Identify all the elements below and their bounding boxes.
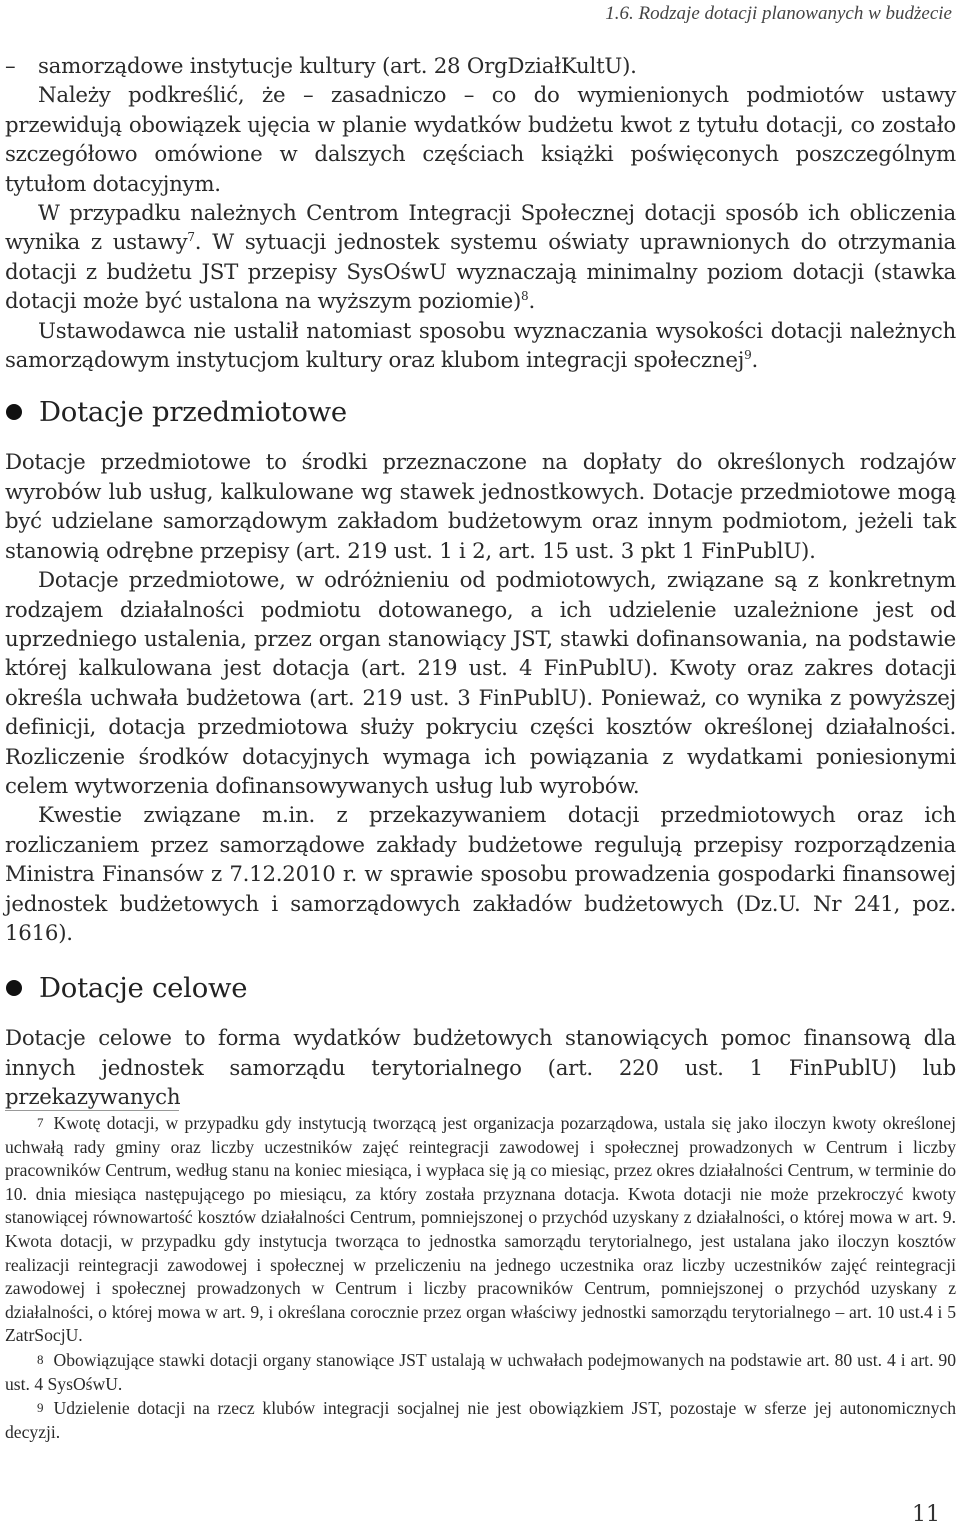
- paragraph-6: Kwestie związane m.in. z przekazywaniem dotacji przedmiotowych oraz ich rozliczaniem przez samorządowe zakłady budżetowe regulują przepisy rozporządzenia Ministra Finansów z 7.12.2010 r. w sprawie sposobu prowadzenia gospodarki finansowej jednostek budżetowych i samorządowych zakładów budżetowych (Dz.U. Nr 241, poz. 1616).: [5, 803, 956, 946]
- footnote-ref-7[interactable]: 7: [187, 230, 195, 245]
- paragraph-2-text-a: W przypadku należnych Centrom Integracji Społecznej dotacji sposób ich obliczenia wynika z ustawy: [5, 201, 956, 256]
- footnote: [5, 1348, 956, 1396]
- bullet-icon: [6, 404, 22, 420]
- section-heading-text: Dotacje celowe: [39, 972, 248, 1005]
- footnote: [5, 1396, 956, 1444]
- paragraph-3: [5, 317, 956, 376]
- paragraph-3-text-a: Ustawodawca nie ustalił natomiast sposobu wyznaczania wysokości dotacji należnych samorządowym instytucjom kultury oraz klubom integracji społecznej: [5, 318, 956, 374]
- bullet-icon: [6, 980, 22, 996]
- list-item-text: samorządowe instytucje kultury (art. 28 OrgDziałKultU).: [38, 54, 637, 79]
- footnotes: [5, 1111, 956, 1444]
- running-head: 1.6. Rodzaje dotacji planowanych w budżecie: [605, 3, 952, 24]
- paragraph-3-text-b: .: [751, 348, 758, 374]
- paragraph-7: Dotacje celowe to forma wydatków budżetowych stanowiących pomoc finansową dla innych jednostek samorządu terytorialnego (art. 220 ust. 1 FinPublU) lub przekazywanych: [5, 1026, 956, 1111]
- footnote-text: Udzielenie dotacji na rzecz klubów integracji socjalnej nie jest obowiązkiem JST, pozostaje w sferze jej autonomicznych decyzji.: [5, 1398, 956, 1442]
- section-heading-celowe: [5, 971, 956, 1005]
- footnote-number: 9: [37, 1400, 44, 1416]
- paragraph-2-text-b: . W sytuacji jednostek systemu oświaty uprawnionych do otrzymania dotacji z budżetu JST przepisy SysOśwU wyznaczają minimalny poziom dotacji (stawka dotacji może być ustalona na wyższym poziomie): [5, 230, 956, 315]
- dash-marker: –: [5, 54, 16, 79]
- paragraph-2-text-c: .: [528, 289, 535, 315]
- footnote-text: Kwotę dotacji, w przypadku gdy instytucją tworzącą jest organizacja pozarządowa, ustala się jako iloczyn kwoty określonej uchwałą rady gminy oraz liczby uczestników zajęć reintegracji zawodowej i społecznej prowadzonych w Centrum i liczby pracowników Centrum, według stanu na koniec miesiąca, i wypłaca się ją co miesiąc, przez okres działalności Centrum, w terminie do 10. dnia miesiąca następującego po miesiącu, za który została przyznana dotacja. Kwota dotacji nie może przekroczyć kwoty stanowiącej równowartość kosztów działalności Centrum, pomniejszonej o przychód uzyskany z działalności, o której mowa w art. 9. Kwota dotacji, w przypadku gdy instytucja tworząca to jednostka samorządu terytorialnego, jest ustalana jako iloczyn kosztów realizacji reintegracji zawodowej i społecznej w przeliczeniu na jednego uczestnika oraz liczby uczestników zajęć reintegracji zawodowej i społecznej prowadzonych w Centrum i liczby pracowników Centrum, pomniejszonej o przychód uzyskany z działalności, o której mowa w art. 9, i określana corocznie przez organ właściwy jednostki samorządu terytorialnego – art. 10 ust.4 i 5 ZatrSocjU.: [5, 1113, 956, 1346]
- page-number: 11: [912, 1502, 940, 1527]
- main-text: [5, 52, 956, 1113]
- paragraph-1: Należy podkreślić, że – zasadniczo – co do wymienionych podmiotów ustawy przewidują obowiązek ujęcia w planie wydatków budżetu kwot z tytułu dotacji, co zostało szczegółowo omówione w dalszych częściach książki poświęconych poszczególnym tytułom dotacyjnym.: [5, 83, 956, 197]
- footnote-ref-8[interactable]: 8: [521, 289, 529, 304]
- footnote-text: Obowiązujące stawki dotacji organy stanowiące JST ustalają w uchwałach podejmowanych na podstawie art. 80 ust. 4 i art. 90 ust. 4 SysOśwU.: [5, 1349, 956, 1394]
- footnote-ref-9[interactable]: 9: [744, 348, 752, 363]
- footnote-number: 8: [37, 1351, 44, 1367]
- list-item: [5, 52, 956, 81]
- footnote-number: 7: [37, 1115, 44, 1130]
- section-heading-text: Dotacje przedmiotowe: [39, 396, 347, 429]
- paragraph-2: [5, 199, 956, 317]
- footnote: [5, 1111, 956, 1348]
- paragraph-4: Dotacje przedmiotowe to środki przeznaczone na dopłaty do określonych rodzajów wyrobów lub usług, kalkulowane wg stawek jednostkowych. Dotacje przedmiotowe mogą być udzielane samorządowym zakładom budżetowym oraz innym podmiotom, jeżeli tak stanowią odrębne przepisy (art. 219 ust. 1 i 2, art. 15 ust. 3 pkt 1 FinPublU).: [5, 450, 956, 564]
- section-heading-przedmiotowe: [5, 395, 956, 429]
- paragraph-5: Dotacje przedmiotowe, w odróżnieniu od podmiotowych, związane są z konkretnym rodzajem działalności podmiotu dotowanego, a ich udzielenie uzależnione jest od uprzedniego ustalenia, przez organ stanowiący JST, stawki dofinansowania, na podstawie której kalkulowana jest dotacja (art. 219 ust. 4 FinPublU). Kwoty oraz zakres dotacji określa uchwała budżetowa (art. 219 ust. 3 FinPublU). Ponieważ, co wynika z powyższej definicji, dotacja przedmiotowa służy pokryciu części kosztów określonej działalności. Rozliczenie środków dotacyjnych wymaga ich powiązania z wydatkami poniesionymi celem wytworzenia dofinansowywanych usług lub wyrobów.: [5, 568, 956, 799]
